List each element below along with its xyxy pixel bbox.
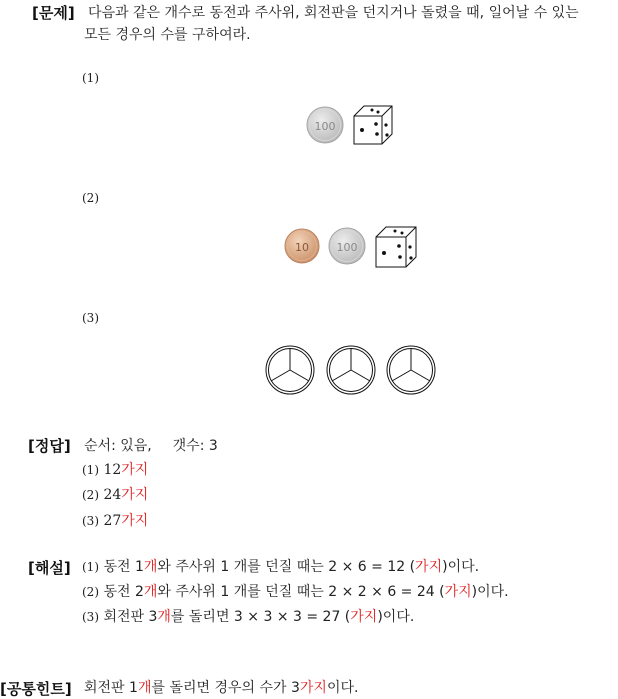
explanation-text: 와 주사위 1 개를 던질 때는 2 × 6 = 12 ( xyxy=(157,559,416,575)
explanation-line-number: (1) xyxy=(82,560,99,574)
coin-100-icon xyxy=(329,228,365,264)
answer-value: 27 xyxy=(103,513,122,529)
coin-10-icon xyxy=(285,229,319,263)
answer-line-number: (2) xyxy=(82,488,99,502)
answer-label: [정답] xyxy=(28,437,71,455)
hint-text xyxy=(84,678,358,698)
explanation-text: )이다. xyxy=(442,559,480,575)
svg-text:100: 100 xyxy=(336,241,358,254)
answer-value: 24 xyxy=(103,487,122,503)
order-label: 순서 xyxy=(84,438,112,454)
explanation-line-3 xyxy=(82,607,414,627)
sub-problem-2-number: (2) xyxy=(82,191,99,205)
hint-label: [공통힌트] xyxy=(0,680,72,698)
coin-100-icon xyxy=(307,107,343,143)
answer-line-number: (3) xyxy=(82,514,99,528)
die-icon xyxy=(354,106,392,144)
explanation-unit: 개 xyxy=(157,609,171,625)
answer-unit: 가지 xyxy=(121,513,149,529)
explanation-unit: 개 xyxy=(143,584,158,600)
answer-value: 12 xyxy=(103,462,122,478)
order-value: 있음, xyxy=(120,438,152,454)
hint-text-part: 회전판 1 xyxy=(84,680,138,696)
answer-unit: 가지 xyxy=(121,487,149,503)
count-value: 3 xyxy=(208,438,218,454)
explanation-line-number: (2) xyxy=(82,585,99,599)
explanation-unit: 가지 xyxy=(350,609,378,625)
hint-unit: 가지 xyxy=(299,680,327,696)
hint-text-part: 를 돌리면 경우의 수가 3 xyxy=(151,680,300,696)
explanation-unit: 개 xyxy=(143,559,158,575)
explanation-text: )이다. xyxy=(377,609,415,625)
hint-text-part: 이다. xyxy=(326,680,359,696)
sub-problem-3-figure xyxy=(262,343,442,397)
explanation-text: 동전 1 xyxy=(103,559,144,575)
sub-problem-2-figure xyxy=(280,222,430,272)
die-icon xyxy=(376,227,416,267)
explanation-text: 동전 2 xyxy=(103,584,144,600)
count-label: 갯수 xyxy=(172,438,200,454)
explanation-line-1 xyxy=(82,557,479,577)
problem-text-line2: 모든 경우의 수를 구하여라. xyxy=(84,27,251,43)
explanation-label: [해설] xyxy=(28,559,71,577)
explanation-line-number: (3) xyxy=(82,610,99,624)
spinner-icon xyxy=(387,346,435,394)
explanation-text: 를 돌리면 3 × 3 × 3 = 27 ( xyxy=(170,609,351,625)
answer-line-number: (1) xyxy=(82,463,99,477)
svg-text:10: 10 xyxy=(295,241,309,254)
answer-line-2 xyxy=(82,485,148,505)
sub-problem-3-number: (3) xyxy=(82,311,99,325)
answer-line-3 xyxy=(82,511,148,531)
answer-meta: 순서: 있음, 갯수: 3 xyxy=(84,438,218,454)
explanation-unit: 가지 xyxy=(444,584,472,600)
problem-text-line1: 다음과 같은 개수로 동전과 주사위, 회전판을 던지거나 돌렸을 때, 일어날 수 있는 xyxy=(88,5,579,21)
svg-text:100: 100 xyxy=(314,120,336,133)
problem-label: [문제] xyxy=(32,4,75,22)
spinner-icon xyxy=(266,346,314,394)
explanation-line-2 xyxy=(82,582,509,602)
sub-problem-1-figure xyxy=(300,100,400,150)
sub-problem-1-number: (1) xyxy=(82,71,99,85)
answer-unit: 가지 xyxy=(121,462,149,478)
explanation-text: )이다. xyxy=(471,584,509,600)
spinner-icon xyxy=(327,346,375,394)
explanation-text: 회전판 3 xyxy=(103,609,158,625)
explanation-text: 와 주사위 1 개를 던질 때는 2 × 2 × 6 = 24 ( xyxy=(157,584,445,600)
answer-line-1 xyxy=(82,460,148,480)
hint-unit: 개 xyxy=(137,680,152,696)
explanation-unit: 가지 xyxy=(415,559,443,575)
